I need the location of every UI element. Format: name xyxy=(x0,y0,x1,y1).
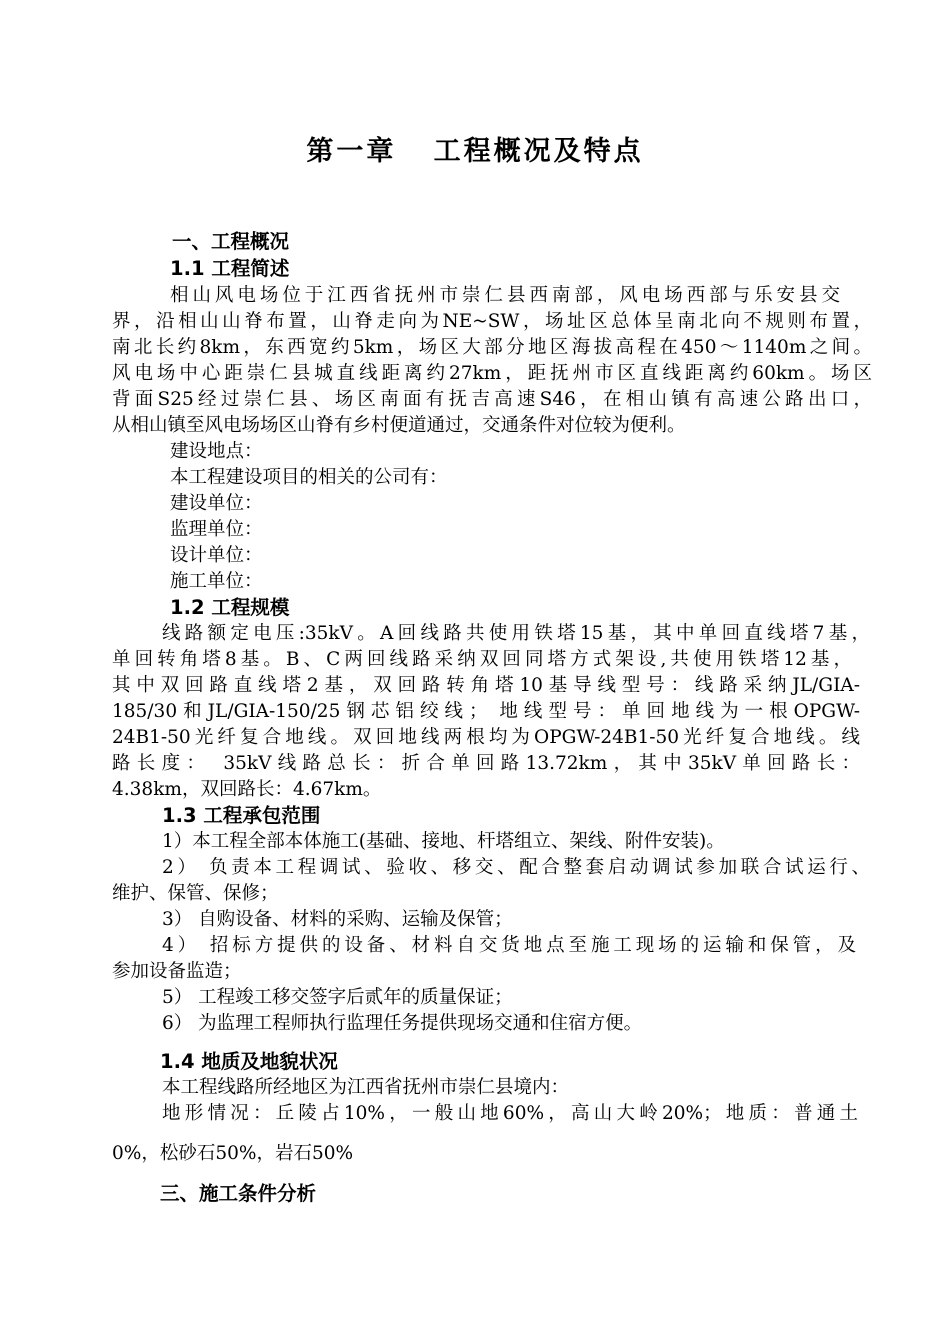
paragraph-line: 相山风电场位于江西省抚州市崇仁县西南部，风电场西部与乐安县交 xyxy=(170,285,840,306)
paragraph-line: 风电场中心距崇仁县城直线距离约27km，距抚州市区直线距离约60km。场区 xyxy=(112,363,872,384)
geology-line: 地形情况：丘陵占10%，一般山地60%，高山大岭20%；地质：普通土 xyxy=(162,1103,858,1124)
scope-item-6: 6） 为监理工程师执行监理任务提供现场交通和住宿方便。 xyxy=(162,1013,643,1034)
chapter-title: 第一章 工程概况及特点 xyxy=(306,136,644,167)
paragraph-line: 其中双回路直线塔2基，双回路转角塔10基导线型号：线路采纳JL/GIA- xyxy=(112,675,860,696)
paragraph-line: 南北长约8km，东西宽约5km，场区大部分地区海拔高程在450～1140m之间。 xyxy=(112,337,872,358)
paragraph-line: 界，沿相山山脊布置，山脊走向为NE~SW，场址区总体呈南北向不规则布置， xyxy=(112,311,872,332)
section-heading-construction-conditions: 三、施工条件分析 xyxy=(160,1182,317,1205)
geology-line: 0%，松砂石50%，岩石50% xyxy=(112,1143,354,1164)
paragraph-line: 185/30和JL/GIA-150/25钢芯铝绞线； 地线型号：单回地线为一根OPGW- xyxy=(112,701,860,722)
item-design-unit: 设计单位： xyxy=(170,545,263,566)
paragraph-line: 4.38km，双回路长：4.67km。 xyxy=(112,779,382,800)
geology-line: 本工程线路所经地区为江西省抚州市崇仁县境内： xyxy=(162,1077,570,1098)
scope-item-5: 5） 工程竣工移交签字后贰年的质量保证； xyxy=(162,987,513,1008)
item-construction-unit: 建设单位： xyxy=(170,493,263,514)
item-contractor-unit: 施工单位： xyxy=(170,571,263,592)
paragraph-line: 单回转角塔8基。B、C两回线路采纳双回同塔方式架设,共使用铁塔12基， xyxy=(112,649,852,670)
paragraph-line: 从相山镇至风电场场区山脊有乡村便道通过，交通条件对位较为便利。 xyxy=(112,415,686,436)
item-supervision-unit: 监理单位： xyxy=(170,519,263,540)
paragraph-line: 线路额定电压:35kV。A回线路共使用铁塔15基，其中单回直线塔7基， xyxy=(162,623,870,644)
subsection-heading-1-1: 1.1 工程简述 xyxy=(170,257,290,280)
item-related-companies: 本工程建设项目的相关的公司有： xyxy=(170,467,448,488)
section-heading-overview: 一、工程概况 xyxy=(172,230,290,253)
paragraph-line: 24B1-50光纤复合地线。双回地线两根均为OPGW-24B1-50光纤复合地线。线 xyxy=(112,727,860,748)
subsection-heading-1-4: 1.4 地质及地貌状况 xyxy=(160,1050,338,1073)
scope-item-1: 1）本工程全部本体施工(基础、接地、杆塔组立、架线、附件安装)。 xyxy=(162,831,725,852)
paragraph-line: 路长度： 35kV线路总长：折合单回路13.72km，其中35kV单回路长： xyxy=(112,753,860,774)
item-construction-site: 建设地点： xyxy=(170,441,263,462)
subsection-heading-1-2: 1.2 工程规模 xyxy=(170,596,290,619)
scope-item-2-cont: 维护、保管、保修； xyxy=(112,883,279,904)
scope-item-2: 2） 负责本工程调试、验收、移交、配合整套启动调试参加联合试运行、 xyxy=(162,857,870,878)
scope-item-3: 3） 自购设备、材料的采购、运输及保管； xyxy=(162,909,513,930)
subsection-heading-1-3: 1.3 工程承包范围 xyxy=(162,804,321,827)
paragraph-line: 背面S25经过崇仁县、场区南面有抚吉高速S46，在相山镇有高速公路出口， xyxy=(112,389,872,410)
scope-item-4: 4） 招标方提供的设备、材料自交货地点至施工现场的运输和保管，及 xyxy=(162,935,856,956)
scope-item-4-cont: 参加设备监造； xyxy=(112,961,242,982)
